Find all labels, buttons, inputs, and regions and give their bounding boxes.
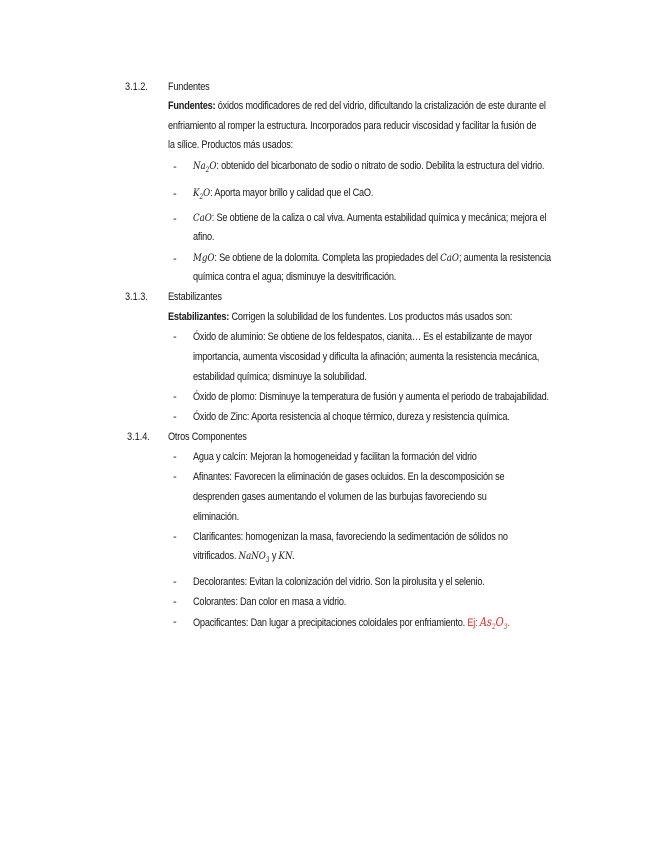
- list-item-continuation: importancia, aumenta viscosidad y dificulta la afinación; aumenta la resistencia mecánica,: [193, 351, 540, 363]
- list-item: Óxido de Zinc: Aporta resistencia al choque térmico, dureza y resistencia química.: [193, 411, 510, 423]
- bullet-dash: -: [173, 451, 177, 463]
- list-item: MgO: Se obtiene de la dolomita. Completa las propiedades del CaO; aumenta la resistencia: [193, 252, 551, 264]
- formula: KN.: [278, 550, 295, 562]
- bullet-dash: -: [173, 331, 177, 343]
- paragraph-line: la sílice. Productos más usados:: [168, 139, 293, 151]
- formula: $Na_2O$: [193, 160, 217, 174]
- formula: CaO: [440, 252, 459, 264]
- list-item: Óxido de aluminio: Se obtiene de los feldespatos, cianita… Es el estabilizante de mayor: [193, 331, 533, 343]
- bullet-dash: -: [173, 616, 177, 628]
- list-item-continuation: desprenden gases aumentando el volumen de las burbujas favoreciendo su: [193, 491, 487, 503]
- section-title: Fundentes: [168, 81, 210, 93]
- formula: $As_2O_3$: [479, 615, 508, 631]
- list-item: Decolorantes: Evitan la colonización del vidrio. Son la pirolusita y el selenio.: [193, 576, 485, 588]
- formula: $K_2O$: [193, 187, 211, 201]
- term-bold: Estabilizantes:: [168, 311, 230, 323]
- section-title: Otros Componentes: [168, 431, 247, 443]
- bullet-dash: -: [173, 213, 177, 225]
- example-label: Ej:: [467, 617, 480, 629]
- paragraph-line: enfriamiento al romper la estructura. Incorporados para reducir viscosidad y facilitar la fusión de: [168, 120, 537, 132]
- list-item-continuation: química contra el agua; disminuye la desvitrificación.: [193, 271, 397, 283]
- formula: CaO: [193, 212, 212, 224]
- list-item: Colorantes: Dan color en masa a vidrio.: [193, 596, 347, 608]
- bullet-dash: -: [173, 253, 177, 265]
- section-number: 3.1.4.: [127, 431, 150, 443]
- bullet-dash: -: [173, 411, 177, 423]
- section-number: 3.1.3.: [125, 291, 148, 303]
- list-item-continuation: estabilidad química; disminuye la solubilidad.: [193, 371, 367, 383]
- paragraph-line: Fundentes: óxidos modificadores de red del vidrio, dificultando la cristalización de este durante el: [168, 100, 546, 112]
- section-number: 3.1.2.: [125, 81, 148, 93]
- bullet-dash: -: [173, 576, 177, 588]
- list-item: $K_2O$: Aporta mayor brillo y calidad que el CaO.: [193, 187, 374, 201]
- bullet-dash: -: [173, 188, 177, 200]
- list-item-continuation: afino.: [193, 231, 215, 243]
- formula: NaNO$_3$: [238, 550, 270, 564]
- list-item: Clarificantes: homogenizan la masa, favoreciendo la sedimentación de sólidos no: [193, 531, 508, 543]
- list-item: Afinantes: Favorecen la eliminación de gases ocluidos. En la descomposición se: [193, 471, 505, 483]
- list-item: $Na_2O$: obtenido del bicarbonato de sodio o nitrato de sodio. Debilita la estructura del vidrio.: [193, 160, 545, 174]
- formula: MgO: [193, 252, 215, 264]
- section-title: Estabilizantes: [168, 291, 222, 303]
- term-bold: Fundentes:: [168, 100, 216, 112]
- bullet-dash: -: [173, 161, 177, 173]
- list-item-continuation: eliminación.: [193, 511, 239, 523]
- bullet-dash: -: [173, 391, 177, 403]
- list-item-continuation: vitrificados. NaNO$_3$ y KN.: [193, 550, 295, 564]
- bullet-dash: -: [173, 471, 177, 483]
- list-item: Óxido de plomo: Disminuye la temperatura de fusión y aumenta el periodo de trabajabilidad.: [193, 391, 549, 403]
- paragraph-line: Estabilizantes: Corrigen la solubilidad de los fundentes. Los productos más usados son:: [168, 311, 513, 323]
- bullet-dash: -: [173, 531, 177, 543]
- list-item: CaO: Se obtiene de la caliza o cal viva. Aumenta estabilidad química y mecánica; mejora el: [193, 212, 547, 224]
- bullet-dash: -: [173, 596, 177, 608]
- list-item: Agua y calcín: Mejoran la homogeneidad y facilitan la formación del vidrio: [193, 451, 477, 463]
- list-item: Opacificantes: Dan lugar a precipitaciones coloidales por enfriamiento. Ej: $As_2O_3$.: [193, 615, 510, 631]
